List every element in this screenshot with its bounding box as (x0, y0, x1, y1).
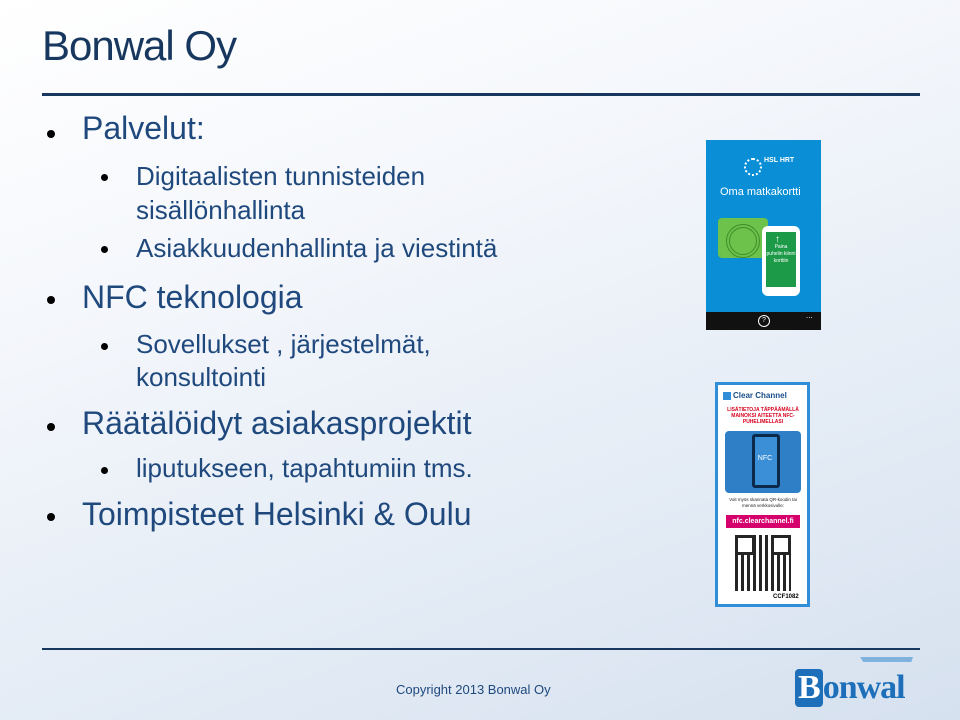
poster-url: nfc.clearchannel.fi (726, 515, 800, 528)
clear-channel-logo-icon (723, 392, 731, 400)
sub-bullet-dot (101, 246, 108, 253)
arrow-up-icon: ↑ (775, 234, 780, 245)
clear-channel-poster (715, 382, 810, 607)
bullet-dot (47, 513, 55, 521)
hsl-app-screenshot (706, 140, 821, 330)
clear-channel-logo (723, 391, 787, 400)
sub-bullet-item: Asiakkuudenhallinta ja viestintä (136, 233, 498, 263)
bullet-item: Palvelut: (82, 110, 205, 146)
bullet-item: Toimpisteet Helsinki & Oulu (82, 496, 472, 532)
poster-body (718, 385, 807, 604)
more-icon: ... (806, 311, 813, 320)
sub-bullet-item: liputukseen, tapahtumiin tms. (136, 453, 473, 483)
qr-code-icon (735, 535, 791, 591)
qr-note: Voit myös skannata QR-koodin tai mennä verkkosivulle: (729, 497, 797, 508)
bullet-dot (47, 423, 55, 431)
phone-instruction: Paina puhelin kiinni korttiin (766, 244, 796, 264)
logo-wordmark (795, 669, 905, 707)
logo-letter: B (795, 669, 823, 707)
bonwal-logo (785, 655, 925, 710)
bullet-item: NFC teknologia (82, 279, 303, 315)
nfc-label: NFC (757, 455, 773, 462)
hsl-card-title: Oma matkakortti (720, 186, 801, 198)
travel-card-icon (718, 218, 768, 258)
poster-notice: LISÄTIETOJA TÄPPÄÄMÄLLÄ MAINOKSI AITEETTA NFC-PUHELIMELLASI (727, 407, 799, 425)
sub-bullet-item-cont: konsultointi (136, 362, 267, 392)
sub-bullet-dot (101, 343, 108, 350)
bullet-dot (47, 130, 55, 138)
poster-code: CCF1082 (773, 594, 799, 600)
sub-bullet-item: Digitaalisten tunnisteiden (136, 161, 426, 191)
sub-bullet-dot (101, 467, 108, 474)
footer-copyright: Copyright 2013 Bonwal Oy (396, 682, 551, 697)
slide-title: Bonwal Oy (42, 22, 237, 69)
title-divider (42, 93, 920, 96)
clear-channel-brand: Clear Channel (733, 391, 787, 400)
hsl-logo-text: HSL HRT (764, 157, 795, 164)
hsl-logo-icon (744, 158, 762, 176)
logo-rest: onwal (822, 669, 905, 706)
sub-bullet-item-cont: sisällönhallinta (136, 195, 306, 225)
bullet-item: Räätälöidyt asiakasprojektit (82, 405, 472, 441)
help-icon: ? (758, 315, 770, 327)
footer-divider (42, 648, 920, 650)
sub-bullet-dot (101, 174, 108, 181)
bullet-dot (47, 296, 55, 304)
sub-bullet-item: Sovellukset , järjestelmät, (136, 329, 431, 359)
